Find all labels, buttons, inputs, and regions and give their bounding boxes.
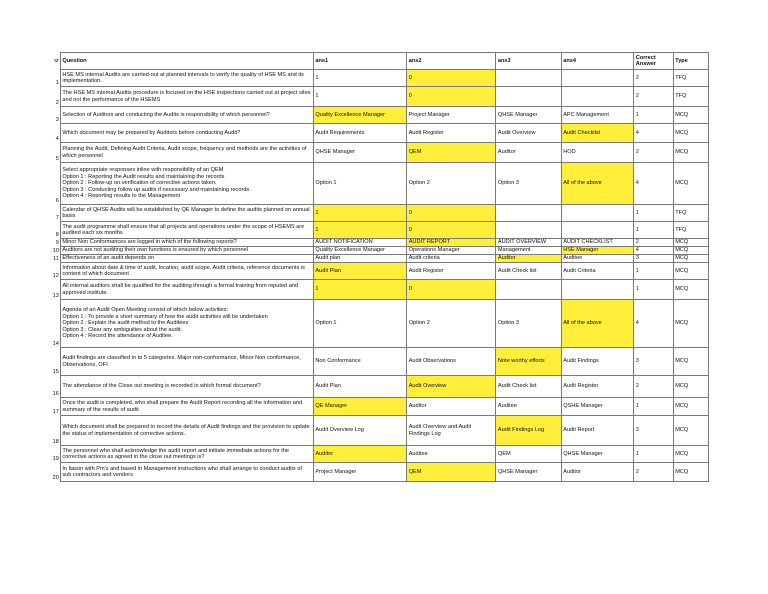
table-row (50, 87, 709, 107)
type-cell[interactable]: MCQ (673, 143, 708, 163)
row-number: 9 (55, 240, 59, 247)
correct-answer-cell[interactable]: 2 (634, 239, 673, 247)
question-cell[interactable]: All internal auditors shall be qualified for the auditing through a formal training from reputed and approved institute. (60, 280, 313, 300)
answer-cell-1[interactable]: Option 1 (313, 163, 406, 205)
row-number: 17 (52, 409, 59, 416)
answer-cell-4[interactable]: QSHE Manager (561, 398, 634, 416)
answer-cell-2[interactable]: Audit Overview and Audit Findings Log (407, 416, 496, 446)
answer-cell-2[interactable]: QEM (407, 463, 496, 482)
question-cell[interactable]: Agenda of an Audit Open Meeting consist of which below activities: Option 1 : To provide a short summary of how the audit activities will be undertaken Option 2 : Explain the audit method to the Auditees Option 3 : Clear any ambiguities about the audit. Option 4 : Record the attendance of Auditee. (60, 300, 313, 348)
header-correct-answer[interactable]: Correct Answer (634, 53, 673, 70)
table-row (50, 222, 709, 239)
answer-cell-2[interactable]: 0 (407, 280, 496, 300)
question-cell[interactable]: Which document shall be prepared to record the details of Audit findings and the provision to update the status of implementation of corrective actions. (60, 416, 313, 446)
answer-cell-3[interactable] (496, 70, 561, 87)
header-ans2[interactable]: ans2 (407, 53, 496, 70)
answer-cell-4[interactable]: Audit Findings (561, 348, 634, 376)
answer-cell-1[interactable]: Auditor (313, 446, 406, 463)
answer-cell-1[interactable]: Option 1 (313, 300, 406, 348)
answer-cell-4[interactable]: Audit Report (561, 416, 634, 446)
table-row (50, 247, 709, 255)
type-cell[interactable]: MCQ (673, 263, 708, 280)
correct-answer-cell[interactable]: 1 (634, 398, 673, 416)
question-cell[interactable]: The attendance of the Close out meeting is recorded in which formal document? (60, 376, 313, 398)
answer-cell-1[interactable]: QE Manager (313, 398, 406, 416)
header-question[interactable]: Question (60, 53, 313, 70)
correct-answer-cell[interactable]: 2 (634, 87, 673, 107)
question-cell[interactable]: Calendar of QHSE Audits will be established by QE Manager to define the audits planned on annual basis (60, 205, 313, 222)
answer-cell-2[interactable]: Operations Manager (407, 247, 496, 255)
answer-cell-4[interactable]: AUDIT CHECKLIST (561, 239, 634, 247)
answer-cell-4[interactable]: Audit Register (561, 376, 634, 398)
question-cell[interactable]: Audit findings are classified in to 5 categories. Major non-conformance, Minor Non conformance, Observations, OFI (60, 348, 313, 376)
answer-cell-4[interactable]: All of the above (561, 300, 634, 348)
correct-answer-cell[interactable]: 1 (634, 446, 673, 463)
correct-answer-cell[interactable]: 4 (634, 247, 673, 255)
answer-cell-2[interactable]: Auditor (407, 398, 496, 416)
row-number: 20 (52, 475, 59, 482)
answer-cell-3[interactable] (496, 222, 561, 239)
type-cell[interactable]: TFQ (673, 222, 708, 239)
type-cell[interactable]: TFQ (673, 87, 708, 107)
question-cell[interactable]: Minor Non Conformances are logged in which of the following reports? (60, 239, 313, 247)
table-row (50, 107, 709, 124)
question-cell[interactable]: Once the audit is completed, who shall prepare the Audit Report recording all the information and summary of the results of audit (60, 398, 313, 416)
table-row (50, 376, 709, 398)
answer-cell-3[interactable]: Auditee (496, 398, 561, 416)
row-number: 10 (52, 248, 59, 255)
answer-cell-4[interactable] (561, 70, 634, 87)
answer-cell-2[interactable]: 0 (407, 70, 496, 87)
correct-answer-cell[interactable]: 2 (634, 463, 673, 482)
question-cell[interactable]: Selection of Auditors and conducting the Audits is responsibility of which personnel? (60, 107, 313, 124)
type-cell[interactable]: MCQ (673, 255, 708, 263)
answer-cell-1[interactable]: 1 (313, 87, 406, 107)
type-cell[interactable]: TFQ (673, 205, 708, 222)
answer-cell-2[interactable]: Audit Register (407, 263, 496, 280)
answer-cell-1[interactable]: Audit Overview Log (313, 416, 406, 446)
answer-cell-2[interactable]: 0 (407, 87, 496, 107)
header-ans3[interactable]: ans3 (496, 53, 561, 70)
answer-cell-4[interactable]: Audit Checklist (561, 124, 634, 143)
answer-cell-1[interactable]: Quality Excellence Manager (313, 107, 406, 124)
answer-cell-1[interactable]: Audit plan (313, 255, 406, 263)
answer-cell-1[interactable]: 1 (313, 70, 406, 87)
answer-cell-2[interactable]: QEM (407, 143, 496, 163)
type-cell[interactable]: MCQ (673, 398, 708, 416)
question-cell[interactable]: Auditors are not auditing their own functions is ensured by which personnel (60, 247, 313, 255)
answer-cell-1[interactable]: Audit Plan (313, 376, 406, 398)
answer-cell-3[interactable]: Audit Findings Log (496, 416, 561, 446)
answer-cell-3[interactable]: Option 3 (496, 163, 561, 205)
row-number: 1 (55, 80, 59, 87)
correct-answer-cell[interactable]: 4 (634, 124, 673, 143)
question-cell[interactable]: HSE MS internal Audits are carried-out at planned intervals to verify the quality of HSE MS and its implementation. (60, 70, 313, 87)
table-row (50, 416, 709, 446)
answer-cell-4[interactable]: HOD (561, 143, 634, 163)
header-ans4[interactable]: ans4 (561, 53, 634, 70)
answer-cell-1[interactable]: Project Manager (313, 463, 406, 482)
answer-cell-2[interactable]: Option 2 (407, 300, 496, 348)
type-cell[interactable]: MCQ (673, 463, 708, 482)
type-cell[interactable]: MCQ (673, 163, 708, 205)
answer-cell-1[interactable]: 1 (313, 222, 406, 239)
correct-answer-cell[interactable]: 1 (634, 222, 673, 239)
answer-cell-3[interactable]: Option 3 (496, 300, 561, 348)
question-cell[interactable]: Effectiveness of an audit depends on (60, 255, 313, 263)
answer-cell-3[interactable]: AUDIT OVERVIEW (496, 239, 561, 247)
answer-cell-2[interactable]: Option 2 (407, 163, 496, 205)
row-number: 13 (52, 293, 59, 300)
answer-cell-1[interactable]: 1 (313, 205, 406, 222)
table-row (50, 463, 709, 482)
answer-cell-3[interactable]: QHSE Manager (496, 463, 561, 482)
correct-answer-cell[interactable]: 2 (634, 143, 673, 163)
type-cell[interactable]: MCQ (673, 124, 708, 143)
answer-cell-2[interactable]: Auditee (407, 446, 496, 463)
table-row (50, 263, 709, 280)
row-number: 3 (55, 117, 59, 124)
table-row (50, 280, 709, 300)
row-number: 16 (52, 391, 59, 398)
table-row (50, 300, 709, 348)
answer-cell-4[interactable] (561, 205, 634, 222)
answer-cell-3[interactable]: Note worthy efforts (496, 348, 561, 376)
answer-cell-3[interactable]: QHSE Manager (496, 107, 561, 124)
row-number: 4 (55, 136, 59, 143)
answer-cell-4[interactable]: All of the above (561, 163, 634, 205)
type-cell[interactable]: MCQ (673, 280, 708, 300)
type-cell[interactable]: MCQ (673, 348, 708, 376)
correct-answer-cell[interactable]: 4 (634, 300, 673, 348)
correct-answer-cell[interactable]: 1 (634, 263, 673, 280)
answer-cell-1[interactable]: AUDIT NOTIFICATION (313, 239, 406, 247)
answer-cell-4[interactable]: APC Management (561, 107, 634, 124)
table-row (50, 70, 709, 87)
question-cell[interactable]: Planning the Audit, Defining Audit Criteria, Audit scope, frequency and methods are the activities of which personnel (60, 143, 313, 163)
row-number: 5 (55, 156, 59, 163)
type-cell[interactable]: TFQ (673, 70, 708, 87)
answer-cell-2[interactable]: 0 (407, 205, 496, 222)
row-number: 12 (52, 273, 59, 280)
table-row (50, 446, 709, 463)
answer-cell-3[interactable] (496, 87, 561, 107)
answer-cell-4[interactable] (561, 222, 634, 239)
header-sr: sr (54, 57, 59, 64)
answer-cell-2[interactable]: Project Manager (407, 107, 496, 124)
answer-cell-4[interactable] (561, 87, 634, 107)
answer-cell-3[interactable]: Management (496, 247, 561, 255)
table-row (50, 124, 709, 143)
question-cell[interactable]: Which document may be prepared by Auditors before conducting Audit? (60, 124, 313, 143)
table-row (50, 163, 709, 205)
question-bank-table (50, 52, 709, 482)
answer-cell-4[interactable]: Auditor (561, 463, 634, 482)
type-cell[interactable]: MCQ (673, 416, 708, 446)
answer-cell-2[interactable]: Audit criteria (407, 255, 496, 263)
type-cell[interactable]: MCQ (673, 300, 708, 348)
table-row (50, 205, 709, 222)
answer-cell-2[interactable]: Audit Overview (407, 376, 496, 398)
correct-answer-cell[interactable]: 2 (634, 376, 673, 398)
answer-cell-1[interactable]: Quality Excellence Manager (313, 247, 406, 255)
answer-cell-1[interactable]: Non Conformance (313, 348, 406, 376)
question-cell[interactable]: The HSE MS internal Audits procedure is focused on the HSE inspections carried out at project sites and not the performance of the HSEMS (60, 87, 313, 107)
question-cell[interactable]: Information about date & time of audit, location, audit scope, Audit criteria, reference documents is content of which document (60, 263, 313, 280)
row-number: 8 (55, 232, 59, 239)
row-number: 11 (53, 256, 59, 263)
answer-cell-1[interactable]: 1 (313, 280, 406, 300)
correct-answer-cell[interactable]: 2 (634, 70, 673, 87)
type-cell[interactable]: MCQ (673, 376, 708, 398)
row-number: 14 (52, 341, 59, 348)
correct-answer-cell[interactable]: 1 (634, 107, 673, 124)
answer-cell-3[interactable] (496, 205, 561, 222)
row-number: 19 (52, 456, 59, 463)
answer-cell-3[interactable]: Auditor (496, 143, 561, 163)
question-cell[interactable]: The audit programme shall ensure that all projects and operations under the scope of HSEMS are audited each six months (60, 222, 313, 239)
table-row (50, 398, 709, 416)
row-number: 6 (55, 198, 59, 205)
answer-cell-4[interactable]: Audit Criteria (561, 263, 634, 280)
type-cell[interactable]: MCQ (673, 446, 708, 463)
answer-cell-3[interactable]: Auditor (496, 255, 561, 263)
correct-answer-cell[interactable]: 3 (634, 348, 673, 376)
answer-cell-4[interactable]: QHSE Manager (561, 446, 634, 463)
answer-cell-2[interactable]: Audit Observations (407, 348, 496, 376)
answer-cell-4[interactable] (561, 280, 634, 300)
question-cell[interactable]: The personnel who shall acknowledge the audit report and initiate immediate actions for the corrective actions as agreed in the close out meetings is? (60, 446, 313, 463)
row-number: 18 (52, 439, 59, 446)
header-ans1[interactable]: ans1 (313, 53, 406, 70)
correct-answer-cell[interactable]: 4 (634, 163, 673, 205)
answer-cell-2[interactable]: 0 (407, 222, 496, 239)
correct-answer-cell[interactable]: 3 (634, 255, 673, 263)
answer-cell-3[interactable]: Audit Overview (496, 124, 561, 143)
table-row (50, 255, 709, 263)
answer-cell-4[interactable]: HSE Manager (561, 247, 634, 255)
correct-answer-cell[interactable]: 1 (634, 280, 673, 300)
type-cell[interactable]: MCQ (673, 247, 708, 255)
answer-cell-3[interactable]: Audit Check list (496, 263, 561, 280)
answer-cell-1[interactable]: Audit Requirements (313, 124, 406, 143)
answer-cell-1[interactable]: Audit Plan (313, 263, 406, 280)
row-number: 7 (55, 215, 59, 222)
answer-cell-2[interactable]: AUDIT REPORT (407, 239, 496, 247)
answer-cell-3[interactable]: Audit Check list (496, 376, 561, 398)
answer-cell-3[interactable] (496, 280, 561, 300)
answer-cell-1[interactable]: QHSE Manager (313, 143, 406, 163)
header-type[interactable]: Type (673, 53, 708, 70)
question-cell[interactable]: Select appropriate responses inline with responsibility of an QEM Option 1 : Reporting the Audit results and maintaining the records Option 2 : Follow-up on verification of corrective actions taken. Option 3 : Conducting follow up audits if necessary and maintaining records. Option 4 : Reporting results to the Management (60, 163, 313, 205)
question-cell[interactable]: In liason with Pm's and based in Management instructions who shall arrange to conduct audits of sub contractors and vendors (60, 463, 313, 482)
row-number: 2 (55, 100, 59, 107)
type-cell[interactable]: MCQ (673, 239, 708, 247)
correct-answer-cell[interactable]: 3 (634, 416, 673, 446)
row-number: 15 (52, 369, 59, 376)
answer-cell-2[interactable]: Audit Register (407, 124, 496, 143)
correct-answer-cell[interactable]: 1 (634, 205, 673, 222)
table-row (50, 239, 709, 247)
answer-cell-4[interactable]: Auditee (561, 255, 634, 263)
header-row (50, 53, 709, 70)
table-row (50, 143, 709, 163)
table-row (50, 348, 709, 376)
type-cell[interactable]: MCQ (673, 107, 708, 124)
answer-cell-3[interactable]: QEM (496, 446, 561, 463)
